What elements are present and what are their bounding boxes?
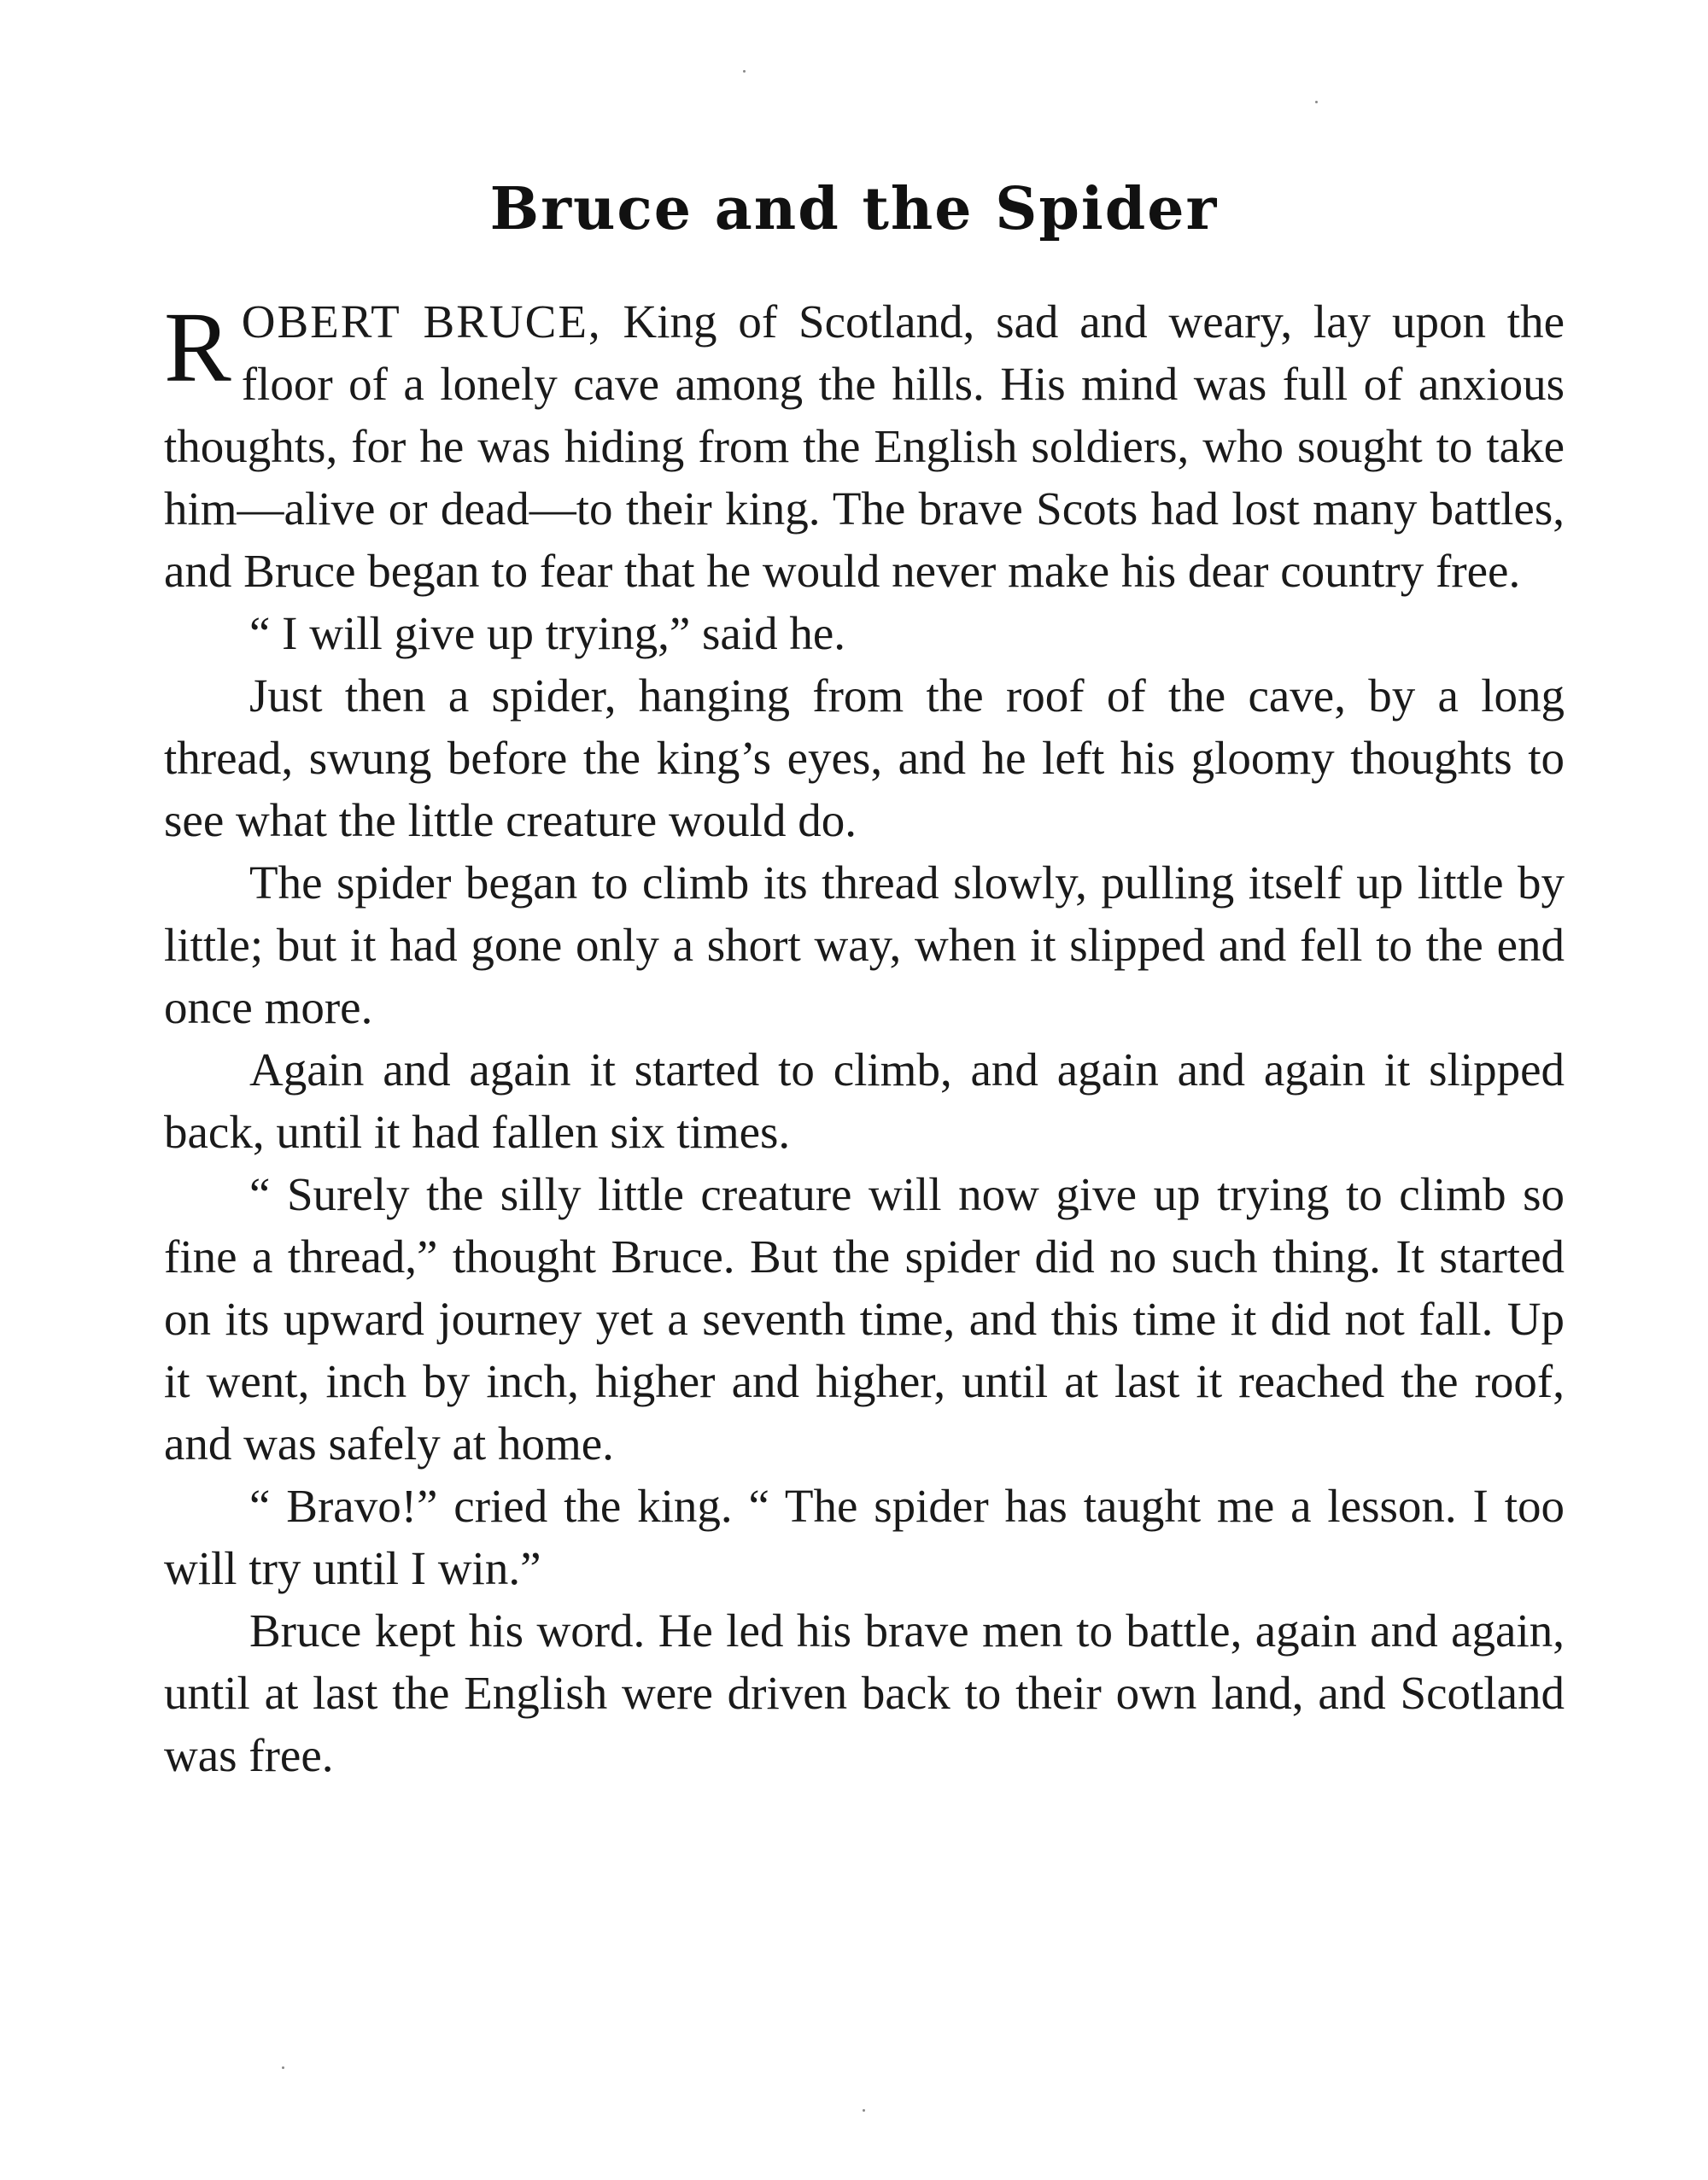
story-paragraph-2: “ I will give up trying,” said he. bbox=[249, 607, 846, 659]
story-paragraph-7: “ Bravo!” cried the king. “ The spider has taught me a lesson. I too will try until I win.” bbox=[164, 1480, 1565, 1594]
paragraph-text: King of Scotland, sad and weary, lay upon the floor of a lonely cave among the hills. His mind was full of anxious thoughts, for he was hiding from the English soldiers, who sought to take him—alive or dead—to their king. The brave Scots had lost many battles, and Bruce began to fear that he would never make his dear country free. bbox=[164, 295, 1565, 597]
paper-speck bbox=[282, 2066, 284, 2069]
story-paragraph-1 bbox=[164, 290, 1565, 602]
paper-speck bbox=[743, 70, 746, 73]
paper-speck bbox=[863, 2109, 865, 2112]
story-paragraph-5: Again and again it started to climb, and again and again it slipped back, until it had fallen six times. bbox=[164, 1043, 1565, 1158]
story-paragraph-4: The spider began to climb its thread slowly, pulling itself up little by little; but it had gone only a short way, when it slipped and fell to the end once more. bbox=[164, 856, 1565, 1033]
paper-speck bbox=[1315, 101, 1318, 103]
page-title: Bruce and the Spider bbox=[489, 175, 1219, 243]
story-paragraph-3: Just then a spider, hanging from the roof of the cave, by a long thread, swung before the king’s eyes, and he left his gloomy thoughts to see what the little creature would do. bbox=[164, 669, 1565, 846]
story-body bbox=[164, 290, 1565, 1786]
drop-cap: R bbox=[164, 291, 231, 403]
story-paragraph-8: Bruce kept his word. He led his brave men to battle, again and again, until at last the English were driven back to their own land, and Scotland was free. bbox=[164, 1604, 1565, 1781]
opening-caps: OBERT BRUCE, bbox=[241, 295, 602, 348]
story-paragraph-6: “ Surely the silly little creature will now give up trying to climb so fine a thread,” thought Bruce. But the spider did no such thing. It started on its upward journey yet a seventh time, and this time it did not fall. Up it went, inch by inch, higher and higher, until at last it reached the roof, and was safely at home. bbox=[164, 1168, 1565, 1470]
